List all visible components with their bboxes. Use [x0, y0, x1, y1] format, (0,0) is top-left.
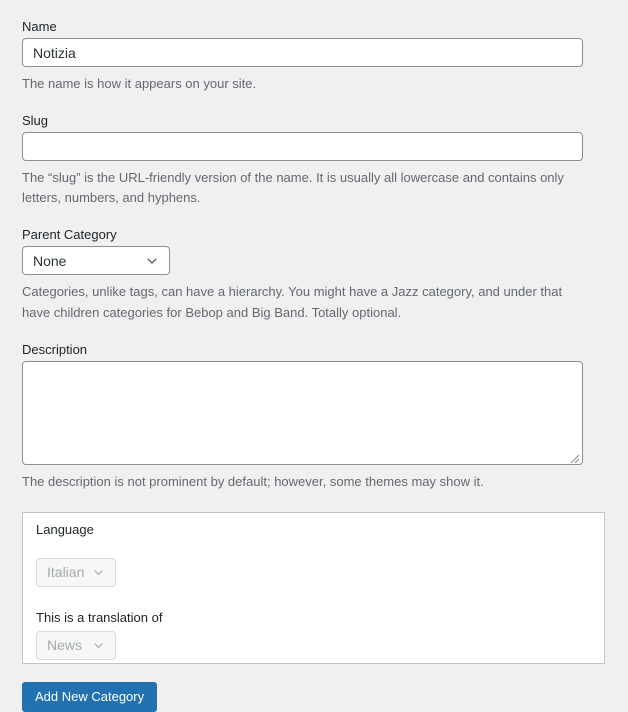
description-field-group	[22, 343, 628, 492]
slug-description: The “slug” is the URL-friendly version of the name. It is usually all lowercase and contains only letters, numbers, and hyphens.	[22, 170, 564, 206]
translation-selected-value: News	[47, 637, 83, 654]
description-label: Description	[22, 341, 88, 357]
name-input[interactable]	[22, 38, 583, 67]
translation-of-select	[36, 631, 116, 660]
chevron-down-icon	[92, 566, 105, 579]
slug-input[interactable]	[22, 132, 583, 161]
parent-category-select[interactable]	[22, 246, 170, 275]
language-metabox	[22, 512, 605, 664]
language-selected-value: Italian	[47, 564, 85, 581]
language-select	[36, 558, 116, 587]
description-description: The description is not prominent by default; however, some themes may show it.	[22, 473, 484, 489]
slug-label: Slug	[22, 113, 49, 129]
chevron-down-icon	[92, 639, 105, 652]
parent-category-field-group	[22, 228, 628, 322]
parent-category-description: Categories, unlike tags, can have a hierarchy. You might have a Jazz category, and under that have children categories for Bebop and Big Band. Totally optional.	[22, 284, 563, 320]
name-description: The name is how it appears on your site.	[22, 76, 257, 91]
name-label: Name	[22, 19, 57, 34]
language-box-title: Language	[36, 521, 94, 537]
parent-category-label: Parent Category	[22, 227, 117, 243]
translation-of-label: This is a translation of	[36, 609, 163, 625]
description-textarea[interactable]	[22, 361, 583, 465]
name-field-group	[22, 20, 628, 94]
add-new-category-button[interactable]: Add New Category	[22, 682, 157, 712]
slug-field-group	[22, 114, 628, 208]
chevron-down-icon	[145, 254, 159, 268]
parent-category-selected-value: None	[33, 252, 67, 269]
description-textarea-wrap	[22, 361, 583, 465]
